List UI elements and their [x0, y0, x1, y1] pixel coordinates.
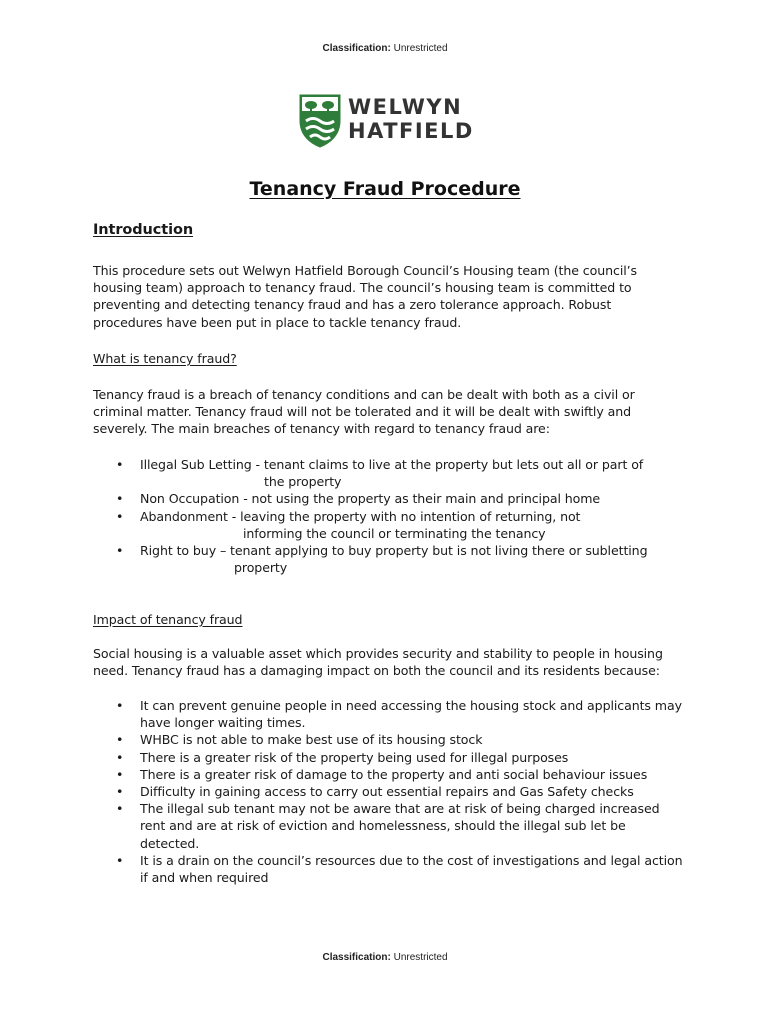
bullet-icon: • — [116, 457, 124, 472]
what-is-fraud-paragraph: Tenancy fraud is a breach of tenancy conditions and can be dealt with both as a civil or criminal matter. Tenancy fraud will not be tolerated and it will be dealt with swiftly and severely. The main breaches of tenancy with regard to tenancy fraud are: — [93, 387, 635, 437]
document-title: Tenancy Fraud Procedure — [249, 178, 521, 200]
list-item — [113, 731, 683, 748]
list-item-text: There is a greater risk of the property being used for illegal purposes — [140, 749, 569, 765]
list-item-text: Abandonment - leaving the property with no intention of returning, not — [140, 508, 581, 524]
list-item-continuation: the property — [264, 474, 342, 490]
council-crest-icon — [298, 93, 342, 149]
list-item-text: Right to buy – tenant applying to buy property but is not living there or subletting — [140, 543, 648, 559]
introduction-paragraph: This procedure sets out Welwyn Hatfield Borough Council’s Housing team (the council’s housing team) approach to tenancy fraud. The council’s housing team is committed to preventing and detecting tenancy fraud and has a zero tolerance approach. Robust procedures have been put in place to tackle tenancy fraud. — [93, 263, 637, 330]
list-item — [113, 800, 683, 852]
bullet-icon: • — [116, 801, 124, 817]
classification-label: Classification: — [322, 43, 391, 54]
breaches-list — [113, 456, 703, 576]
list-item-continuation: informing the council or terminating the tenancy — [243, 525, 546, 541]
classification-value: Unrestricted — [393, 952, 448, 963]
list-item — [113, 783, 683, 800]
list-item-continuation: property — [234, 560, 288, 576]
impact-heading: Impact of tenancy fraud — [93, 612, 243, 627]
bullet-icon: • — [116, 698, 124, 713]
list-item — [113, 766, 683, 783]
bullet-icon: • — [116, 543, 124, 559]
list-item-text: It can prevent genuine people in need accessing the housing stock and applicants may have longer waiting times. — [140, 698, 682, 731]
list-item-text: There is a greater risk of damage to the property and anti social behaviour issues — [140, 766, 648, 782]
list-item-text: Illegal Sub Letting - tenant claims to live at the property but lets out all or part of — [140, 457, 644, 472]
list-item — [113, 508, 703, 542]
introduction-heading: Introduction — [93, 222, 194, 238]
classification-value: Unrestricted — [393, 43, 448, 54]
list-item — [113, 490, 703, 507]
bullet-icon: • — [116, 749, 124, 765]
what-is-fraud-heading: What is tenancy fraud? — [93, 351, 237, 366]
list-item-text: Difficulty in gaining access to carry out essential repairs and Gas Safety checks — [140, 784, 634, 800]
bullet-icon: • — [116, 852, 124, 868]
classification-footer — [0, 952, 770, 963]
welwyn-hatfield-logo — [298, 93, 473, 149]
logo-line-2: HATFIELD — [348, 119, 474, 143]
list-item-text: The illegal sub tenant may not be aware that are at risk of being charged increased rent and are at risk of eviction and homelessness, should the illegal sub let be detected. — [140, 801, 660, 851]
list-item — [113, 749, 683, 766]
list-item — [113, 456, 703, 490]
bullet-icon: • — [116, 784, 124, 800]
bullet-icon: • — [116, 491, 124, 507]
impact-list — [113, 697, 683, 886]
list-item — [113, 697, 683, 731]
list-item — [113, 852, 683, 886]
impact-paragraph: Social housing is a valuable asset which provides security and stability to people in housing need. Tenancy fraud has a damaging impact on both the council and its residents because: — [93, 646, 663, 679]
bullet-icon: • — [116, 732, 124, 748]
classification-header — [0, 43, 770, 54]
bullet-icon: • — [116, 508, 124, 524]
bullet-icon: • — [116, 766, 124, 782]
list-item-text: Non Occupation - not using the property as their main and principal home — [140, 491, 601, 507]
list-item — [113, 542, 703, 576]
list-item-text: It is a drain on the council’s resources due to the cost of investigations and legal action if and when required — [140, 852, 683, 886]
classification-label: Classification: — [322, 952, 391, 963]
logo-line-1: WELWYN — [348, 95, 463, 119]
logo-wordmark — [348, 95, 474, 143]
list-item-text: WHBC is not able to make best use of its housing stock — [140, 732, 483, 748]
